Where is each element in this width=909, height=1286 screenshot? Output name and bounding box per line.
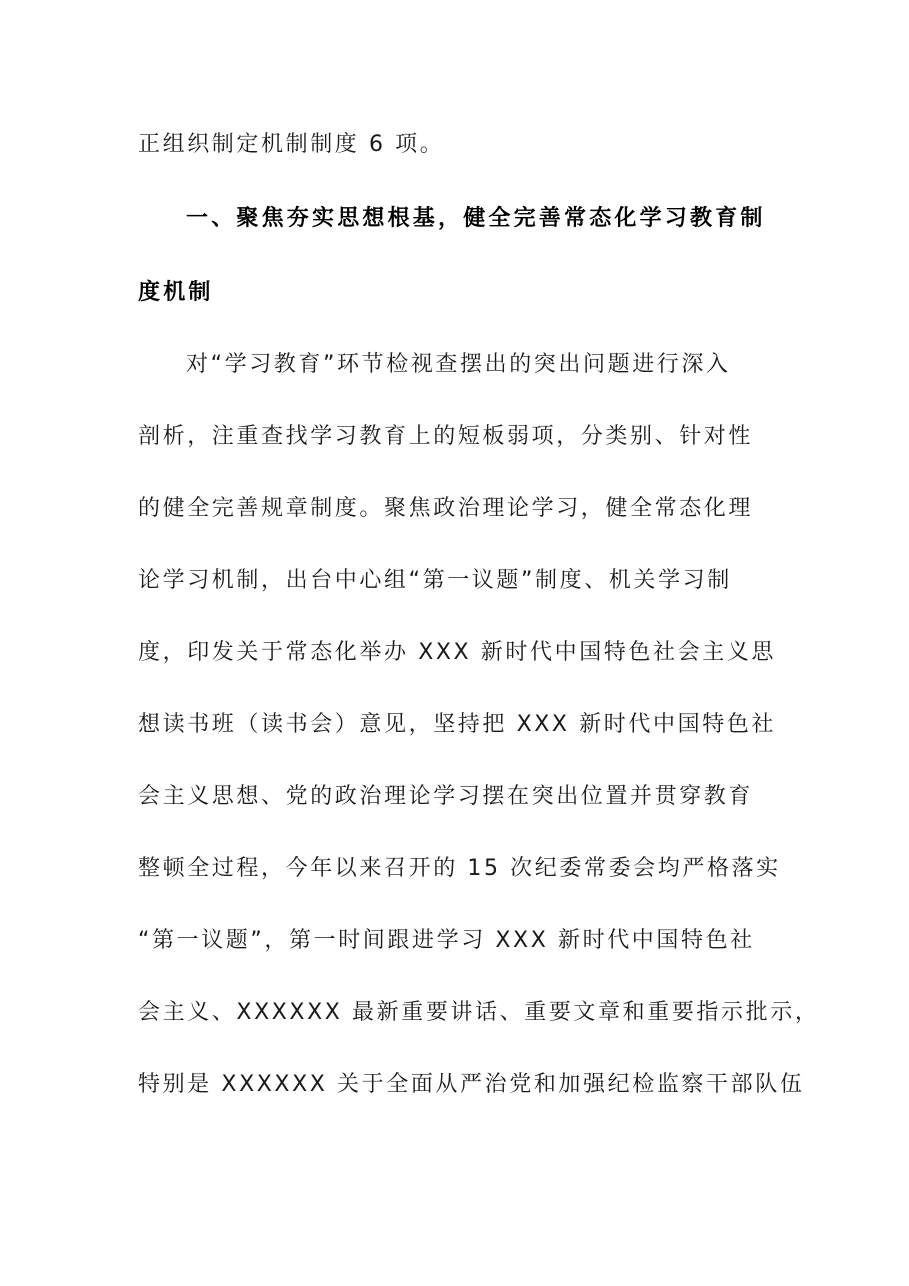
paragraph-line: 特别是 XXXXXX 关于全面从严治党和加强纪检监察干部队伍 <box>138 1072 805 1097</box>
paragraph-line: “第一议题”，第一时间跟进学习 XXX 新时代中国特色社 <box>138 928 755 953</box>
paragraph-line: 整顿全过程，今年以来召开的 15 次纪委常委会均严格落实 <box>138 856 781 881</box>
paragraph-line: 的健全完善规章制度。聚焦政治理论学习，健全常态化理 <box>138 496 754 521</box>
paragraph-line: 论学习机制，出台中心组“第一议题”制度、机关学习制 <box>138 568 732 593</box>
paragraph-line: 对“学习教育”环节检视查摆出的突出问题进行深入 <box>186 352 731 377</box>
paragraph-line: 会主义、XXXXXX 最新重要讲话、重要文章和重要指示批示， <box>138 1000 820 1025</box>
paragraph-line: 想读书班（读书会）意见，坚持把 XXX 新时代中国特色社 <box>138 712 777 737</box>
paragraph-line: 剖析，注重查找学习教育上的短板弱项，分类别、针对性 <box>138 424 754 449</box>
section-heading: 一、聚焦夯实思想根基，健全完善常态化学习教育制 <box>186 206 766 231</box>
paragraph-line: 度，印发关于常态化举办 XXX 新时代中国特色社会主义思 <box>138 640 777 665</box>
paragraph-line: 正组织制定机制制度 6 项。 <box>138 132 445 157</box>
section-heading-continued: 度机制 <box>138 280 214 305</box>
paragraph-line: 会主义思想、党的政治理论学习摆在突出位置并贯穿教育 <box>138 784 754 809</box>
